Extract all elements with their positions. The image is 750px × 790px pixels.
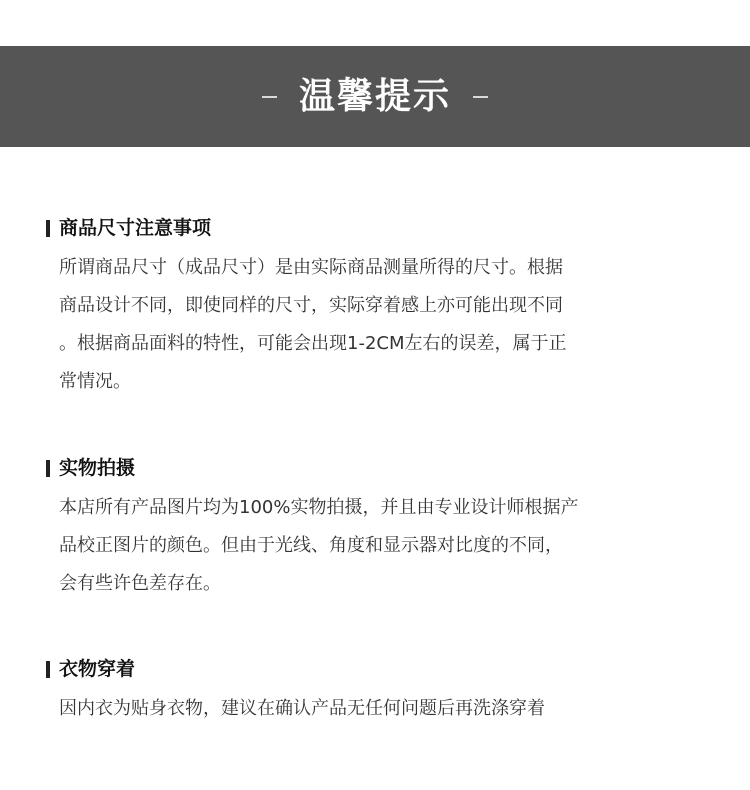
section-title: 实物拍摄 [59, 457, 136, 479]
section-title: 商品尺寸注意事项 [59, 217, 212, 239]
body-line: 所谓商品尺寸（成品尺寸）是由实际商品测量所得的尺寸。根据 [59, 257, 563, 278]
header-banner [0, 46, 750, 147]
section-body [46, 690, 706, 728]
section-body [46, 489, 706, 603]
section-size-notes [46, 213, 706, 401]
body-line: 品校正图片的颜色。但由于光线、角度和显示器对比度的不同， [59, 535, 563, 556]
section-heading [46, 213, 706, 243]
body-line: 会有些许色差存在。 [59, 573, 221, 594]
banner-title: 温馨提示 [298, 75, 451, 117]
section-heading [46, 453, 706, 483]
left-dash-decoration [262, 96, 277, 98]
heading-bar-marker [46, 661, 50, 678]
body-line: 。根据商品面料的特性，可能会出现1-2CM左右的误差，属于正 [59, 333, 567, 354]
banner-content [262, 75, 488, 117]
right-dash-decoration [473, 96, 488, 98]
body-line: 商品设计不同，即使同样的尺寸，实际穿着感上亦可能出现不同 [59, 295, 563, 316]
body-line: 本店所有产品图片均为100%实物拍摄，并且由专业设计师根据产 [59, 497, 579, 518]
heading-bar-marker [46, 460, 50, 477]
heading-bar-marker [46, 220, 50, 237]
section-heading [46, 654, 706, 684]
section-wearing [46, 654, 706, 728]
section-title: 衣物穿着 [59, 658, 136, 680]
section-photography [46, 453, 706, 603]
body-line: 常情况。 [59, 371, 131, 392]
body-line: 因内衣为贴身衣物，建议在确认产品无任何问题后再洗涤穿着 [59, 698, 545, 719]
section-body [46, 249, 706, 401]
